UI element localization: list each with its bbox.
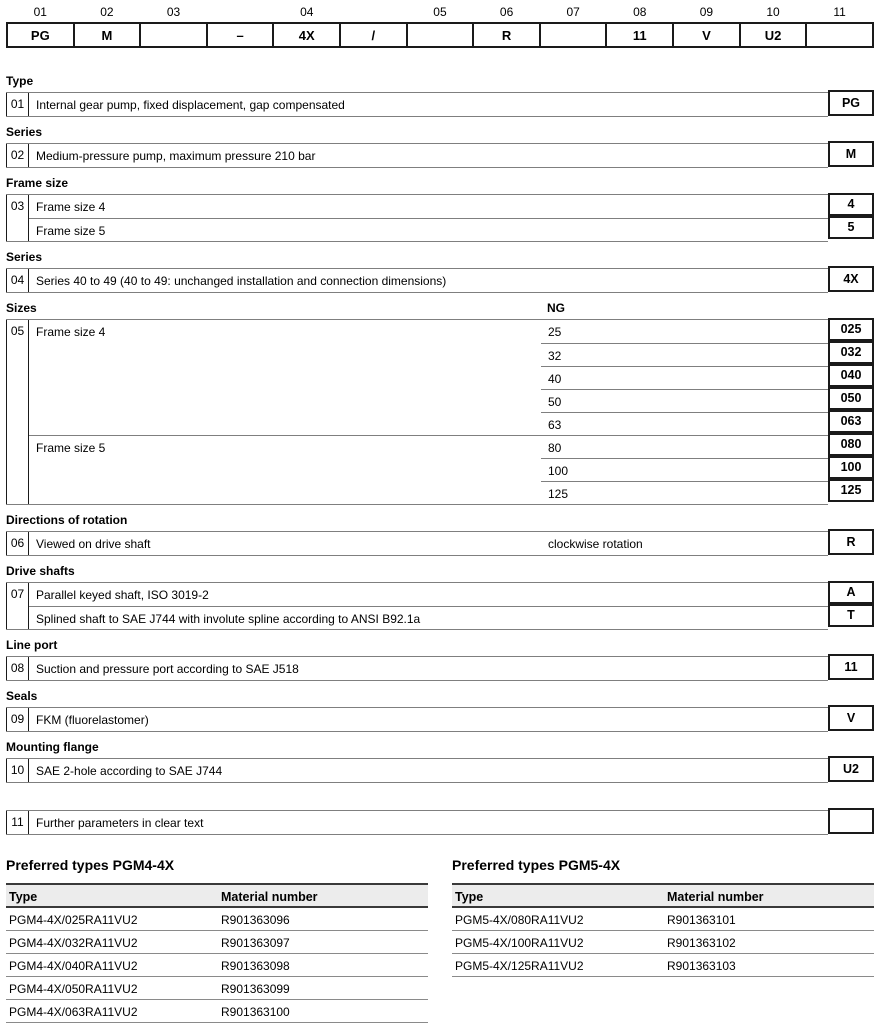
table-row [29, 144, 828, 167]
column-header: Type [455, 890, 484, 904]
table-row [29, 218, 828, 241]
preferred-types-title: Preferred types PGM4-4X [6, 857, 175, 873]
preferred-types-title: Preferred types PGM5-4X [452, 857, 621, 873]
table-row [29, 343, 828, 366]
section-title-label: Series [6, 250, 43, 264]
material-number-cell: R901363102 [667, 936, 736, 950]
table-row [6, 1000, 428, 1023]
table-row [29, 366, 828, 389]
code-box: 025 [828, 318, 874, 341]
code-column-number: 04 [300, 5, 314, 19]
table-row [29, 481, 828, 504]
section-seals [6, 690, 874, 732]
section-line-port [6, 639, 874, 681]
code-box: A [828, 581, 874, 604]
mid-value-cell [541, 657, 828, 680]
material-number-cell: R901363101 [667, 913, 736, 927]
code-box: V [828, 705, 874, 731]
code-column-number: 11 [833, 5, 846, 19]
section-title [6, 75, 874, 88]
ordering-group [6, 582, 874, 630]
table-row [6, 977, 428, 1000]
ordering-rows [29, 144, 828, 167]
ordering-group-body [6, 194, 828, 242]
table-row [29, 195, 828, 218]
section-title [6, 639, 874, 652]
code-column [828, 530, 874, 555]
description-cell [29, 366, 541, 389]
table-header-row [6, 885, 428, 908]
section-title [6, 126, 874, 139]
table-row [29, 269, 828, 292]
code-box: 080 [828, 433, 874, 456]
table-row [6, 954, 428, 977]
table-row [6, 908, 428, 931]
code-box: 063 [828, 410, 874, 433]
code-column [828, 142, 874, 167]
ordering-group-body [6, 92, 828, 117]
code-column [828, 193, 874, 239]
ordering-group [6, 319, 874, 505]
section-title-label: Sizes [6, 301, 37, 315]
code-box: 11 [828, 654, 874, 680]
table-header-row [452, 885, 874, 908]
table-row [29, 412, 828, 435]
description-cell: Splined shaft to SAE J744 with involute spline according to ANSI B92.1a [29, 606, 541, 629]
column-header: Material number [667, 890, 764, 904]
ordering-group-body [6, 268, 828, 293]
ordering-group-body [6, 758, 828, 783]
position-number: 10 [6, 759, 29, 782]
position-number: 05 [6, 320, 29, 504]
mid-value-cell [541, 144, 828, 167]
table-row [29, 389, 828, 412]
material-number-cell: R901363098 [221, 959, 290, 973]
table-row [452, 954, 874, 977]
type-cell: PGM4-4X/032RA11VU2 [9, 936, 138, 950]
type-cell: PGM5-4X/100RA11VU2 [455, 936, 584, 950]
code-column [828, 655, 874, 680]
code-column [828, 706, 874, 731]
code-column-number [206, 5, 275, 22]
code-cell: V [672, 22, 741, 48]
mid-value-cell: 80 [541, 435, 828, 458]
description-cell: SAE 2-hole according to SAE J744 [36, 764, 223, 778]
position-number: 04 [6, 269, 29, 292]
table-row [452, 931, 874, 954]
code-cell: U2 [739, 22, 808, 48]
description-cell [29, 412, 541, 435]
section-mounting-flange [6, 741, 874, 783]
section-title-label: Drive shafts [6, 564, 75, 578]
code-box: 100 [828, 456, 874, 479]
mid-value-cell [541, 811, 828, 834]
table-row [6, 931, 428, 954]
preferred-types-pgm5-4x [452, 857, 874, 1023]
position-number: 07 [6, 583, 29, 629]
code-box: 040 [828, 364, 874, 387]
code-column-number [339, 5, 408, 22]
ordering-group [6, 656, 874, 681]
code-column-number: 07 [566, 5, 580, 19]
ordering-group [6, 531, 874, 556]
position-number: 08 [6, 657, 29, 680]
material-number-cell: R901363099 [221, 982, 290, 996]
material-number-cell: R901363096 [221, 913, 290, 927]
table-row [29, 811, 828, 834]
table-row [29, 93, 828, 116]
code-box: T [828, 604, 874, 627]
table-row [29, 708, 828, 731]
type-cell: PGM4-4X/040RA11VU2 [9, 959, 138, 973]
ordering-group-body [6, 707, 828, 732]
mid-value-cell: 100 [541, 458, 828, 481]
code-column-number: 01 [33, 5, 47, 19]
section-title [6, 302, 874, 315]
section-series [6, 251, 874, 293]
section-title-label: Seals [6, 689, 38, 703]
table-row [29, 435, 828, 458]
section-type [6, 75, 874, 117]
code-box: 4 [828, 193, 874, 216]
section-title [6, 251, 874, 264]
position-number: 02 [6, 144, 29, 167]
section-series [6, 126, 874, 168]
description-cell: FKM (fluorelastomer) [36, 713, 149, 727]
description-cell: Series 40 to 49 (40 to 49: unchanged installation and connection dimensions) [36, 274, 447, 288]
type-cell: PGM4-4X/025RA11VU2 [9, 913, 138, 927]
ordering-code-sections [6, 75, 874, 835]
code-box: M [828, 141, 874, 167]
ordering-code-header-row [6, 5, 874, 22]
code-column-number: 10 [766, 5, 780, 19]
section-title-label: Directions of rotation [6, 513, 128, 527]
section-title-label: Mounting flange [6, 740, 99, 754]
table-row [29, 759, 828, 782]
code-box [828, 808, 874, 834]
code-cell: / [339, 22, 408, 48]
ordering-rows [29, 708, 828, 731]
code-cell: R [472, 22, 541, 48]
ordering-group-body [6, 582, 828, 630]
position-number: 06 [6, 532, 29, 555]
description-cell: Suction and pressure port according to SAE J518 [36, 662, 299, 676]
code-column [828, 757, 874, 782]
description-cell: Frame size 4 [36, 325, 106, 339]
section-title [6, 514, 874, 527]
ordering-group [6, 194, 874, 242]
mid-value-cell: 40 [541, 366, 828, 389]
code-cell: M [73, 22, 142, 48]
table-row [29, 320, 828, 343]
position-number: 03 [6, 195, 29, 241]
preferred-types-tables [6, 857, 874, 1023]
mid-value-cell [541, 218, 828, 241]
ordering-group [6, 143, 874, 168]
description-cell: Medium-pressure pump, maximum pressure 210 bar [36, 149, 316, 163]
code-column-number: 02 [100, 5, 114, 19]
code-column [828, 809, 874, 834]
code-box: PG [828, 90, 874, 116]
material-number-cell: R901363097 [221, 936, 290, 950]
code-cell [406, 22, 475, 48]
code-column-number: 09 [699, 5, 714, 19]
code-cell: 11 [605, 22, 674, 48]
mid-value-cell [541, 583, 828, 606]
code-box: R [828, 529, 874, 555]
section-title [6, 177, 874, 190]
mid-value-cell [541, 93, 828, 116]
mid-value-cell [541, 708, 828, 731]
column-header: Type [9, 890, 38, 904]
mid-value-cell [541, 195, 828, 218]
ordering-group-body [6, 143, 828, 168]
code-box: 050 [828, 387, 874, 410]
code-cell [539, 22, 608, 48]
mid-value-cell: 32 [541, 343, 828, 366]
code-box: 5 [828, 216, 874, 239]
ordering-rows [29, 532, 828, 555]
ordering-group-body [6, 656, 828, 681]
code-cell: PG [6, 22, 75, 48]
mid-value-cell: 50 [541, 389, 828, 412]
description-cell: Frame size 5 [29, 218, 541, 241]
material-number-cell: R901363103 [667, 959, 736, 973]
description-cell: Viewed on drive shaft [36, 537, 151, 551]
code-cell [805, 22, 874, 48]
ordering-group-body [6, 531, 828, 556]
mid-value-cell: 63 [541, 412, 828, 435]
ordering-rows [29, 320, 828, 504]
table-row [29, 657, 828, 680]
description-cell [29, 481, 541, 504]
preferred-types-table [452, 883, 874, 977]
section-drive-shafts [6, 565, 874, 630]
code-column-number: 08 [633, 5, 647, 19]
position-number: 09 [6, 708, 29, 731]
ordering-rows [29, 583, 828, 629]
ordering-group-body [6, 810, 828, 835]
ordering-group-body [6, 319, 828, 505]
position-number: 11 [6, 811, 29, 834]
table-row [29, 458, 828, 481]
section-title-label: Series [6, 125, 43, 139]
mid-value-cell: 125 [541, 481, 828, 504]
code-box: 125 [828, 479, 874, 502]
column-header: Material number [221, 890, 318, 904]
description-cell: Further parameters in clear text [36, 816, 204, 830]
mid-value-cell [541, 759, 828, 782]
ordering-group [6, 92, 874, 117]
code-box: 032 [828, 341, 874, 364]
mid-value-cell [541, 269, 828, 292]
preferred-types-pgm4-4x [6, 857, 428, 1023]
mid-value-cell: 25 [548, 325, 562, 339]
description-cell: Frame size 4 [36, 200, 106, 214]
code-column-number: 06 [499, 5, 514, 19]
ordering-code-table [6, 5, 874, 48]
preferred-types-table [6, 883, 428, 1023]
section-frame-size [6, 177, 874, 242]
section-sizes [6, 302, 874, 505]
table-row [452, 908, 874, 931]
ordering-group [6, 758, 874, 783]
code-column-number: 05 [433, 5, 447, 19]
code-column [828, 318, 874, 502]
type-cell: PGM5-4X/125RA11VU2 [455, 959, 584, 973]
section-title-label: Type [6, 74, 34, 88]
type-cell: PGM5-4X/080RA11VU2 [455, 913, 584, 927]
type-cell: PGM4-4X/063RA11VU2 [9, 1005, 138, 1019]
description-cell: Frame size 5 [29, 435, 541, 458]
ordering-group [6, 810, 874, 835]
section-title-label: Line port [6, 638, 58, 652]
code-column [828, 267, 874, 292]
mid-value-cell [541, 606, 828, 629]
section-directions-of-rotation [6, 514, 874, 556]
code-box: U2 [828, 756, 874, 782]
type-cell: PGM4-4X/050RA11VU2 [9, 982, 138, 996]
code-column [828, 91, 874, 116]
code-cell [139, 22, 208, 48]
code-box: 4X [828, 266, 874, 292]
code-cell: – [206, 22, 275, 48]
section-title [6, 565, 874, 578]
section-title-label: Frame size [6, 176, 69, 190]
section-title [6, 741, 874, 754]
description-cell: Internal gear pump, fixed displacement, gap compensated [36, 98, 345, 112]
description-cell: Parallel keyed shaft, ISO 3019-2 [36, 588, 209, 602]
code-column [828, 581, 874, 627]
code-column-number: 03 [166, 5, 181, 19]
ordering-code-value-row [6, 22, 874, 48]
section-title [6, 690, 874, 703]
ordering-rows [29, 195, 828, 241]
position-number: 01 [6, 93, 29, 116]
table-row [29, 583, 828, 606]
table-row [29, 606, 828, 629]
ordering-rows [29, 269, 828, 292]
code-cell: 4X [272, 22, 341, 48]
ordering-rows [29, 93, 828, 116]
ordering-rows [29, 657, 828, 680]
mid-value-cell: clockwise rotation [548, 537, 643, 551]
ordering-group [6, 707, 874, 732]
material-number-cell: R901363100 [221, 1005, 290, 1019]
description-cell [29, 343, 541, 366]
table-row [29, 532, 828, 555]
ordering-rows [29, 759, 828, 782]
ordering-group [6, 268, 874, 293]
description-cell [29, 458, 541, 481]
description-cell [29, 389, 541, 412]
section-item-11 [6, 810, 874, 835]
ng-column-label: NG [547, 301, 565, 315]
ordering-rows [29, 811, 828, 834]
